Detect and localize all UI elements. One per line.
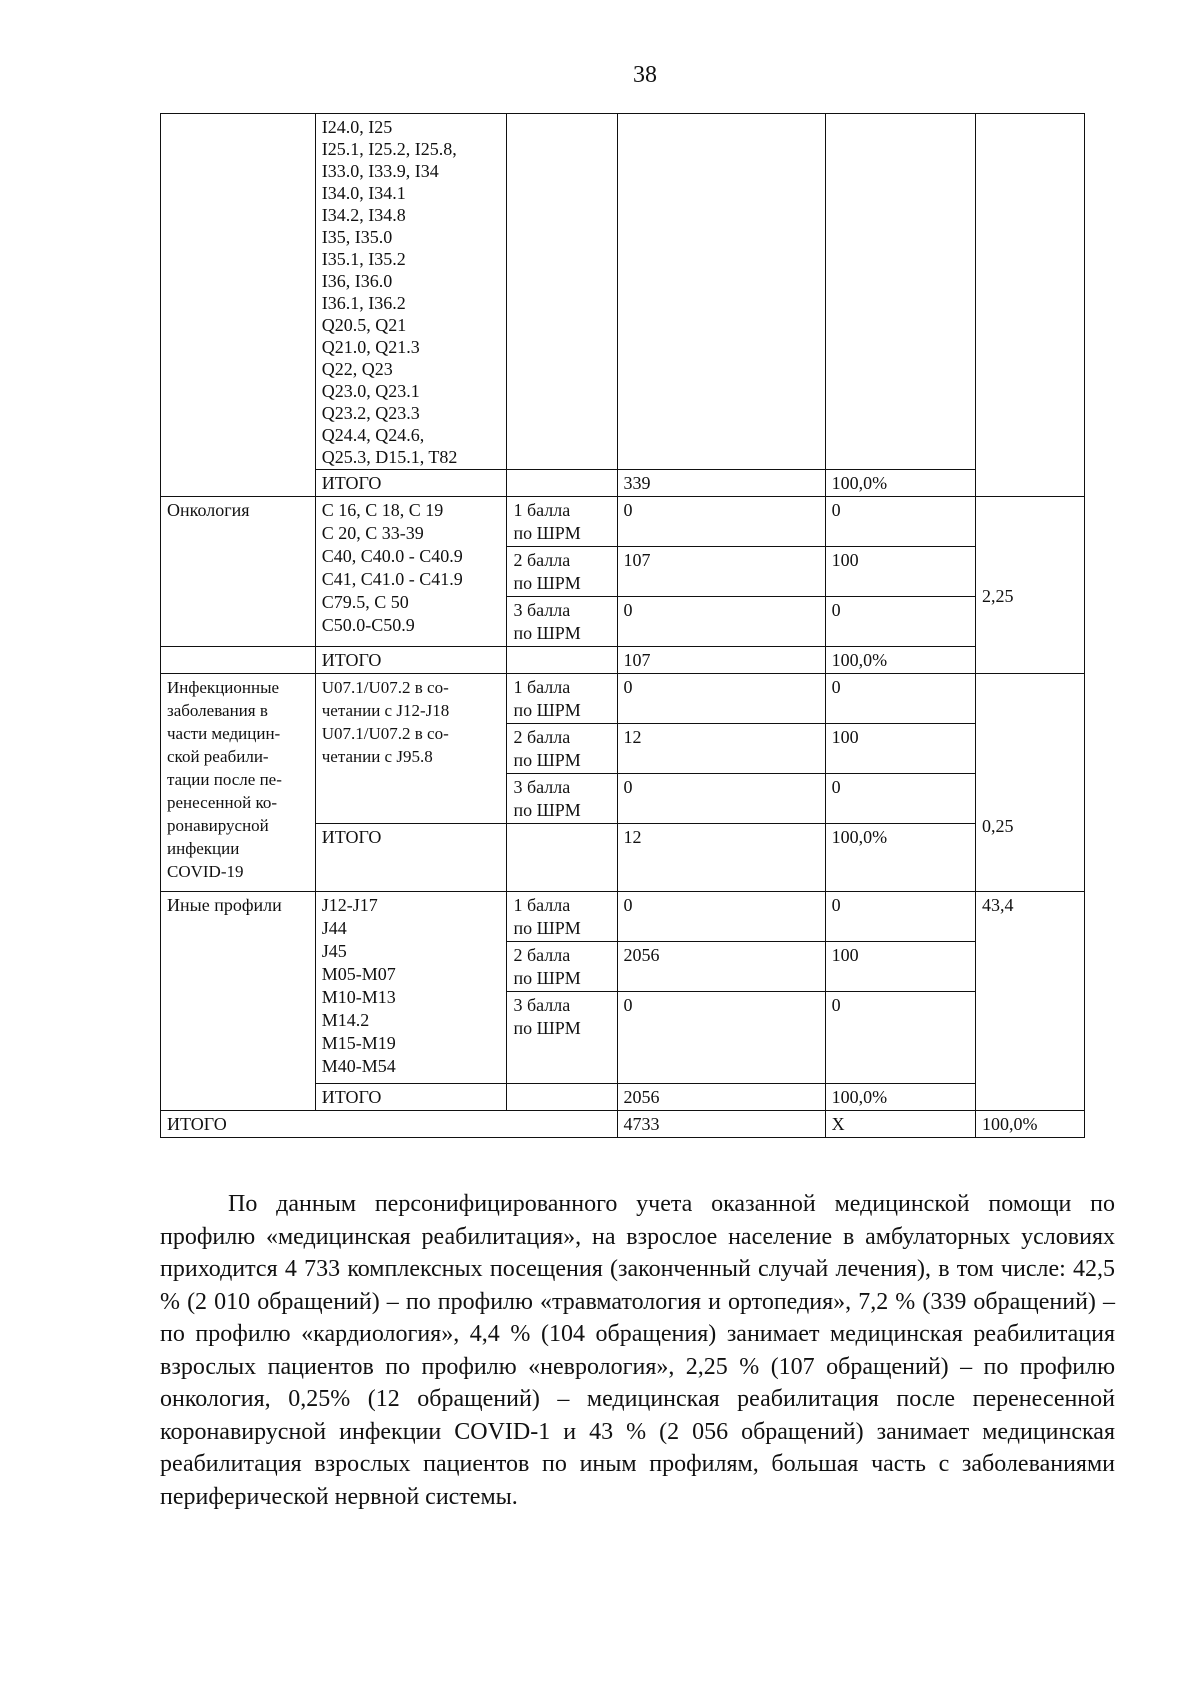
score-cell: 3 балла по ШРМ [507, 992, 617, 1084]
profile-cell [161, 647, 316, 674]
other-codes: J12-J17 J44 J45 M05-M07 M10-M13 M14.2 M15-M19 M40-M54 [315, 892, 507, 1084]
profile-name: Инфекционные заболевания в части медицин- ской реабили- тации после пе- ренесенной ко- ронавирусной инфекции COVID-19 [161, 674, 316, 892]
share-cell: 43,4 [976, 892, 1085, 1111]
grand-total-count: 4733 [617, 1111, 825, 1138]
total-label: ИТОГО [315, 1084, 507, 1111]
total-pct: 100,0% [825, 1084, 975, 1111]
pct-cell: 0 [825, 774, 975, 824]
total-count: 339 [617, 470, 825, 497]
pct-cell: 0 [825, 597, 975, 647]
summary-paragraph [160, 1188, 1115, 1513]
pct-cell [825, 114, 975, 470]
total-label: ИТОГО [315, 470, 507, 497]
pct-cell: 100 [825, 547, 975, 597]
table-row [161, 1111, 1085, 1138]
table-row [161, 497, 1085, 547]
total-label: ИТОГО [315, 824, 507, 892]
score-cell: 3 балла по ШРМ [507, 597, 617, 647]
profile-name: Онкология [161, 497, 316, 647]
pct-cell: 100 [825, 942, 975, 992]
count-cell: 2056 [617, 942, 825, 992]
grand-total-label: ИТОГО [161, 1111, 618, 1138]
total-pct: 100,0% [825, 647, 975, 674]
total-count: 12 [617, 824, 825, 892]
count-cell: 107 [617, 547, 825, 597]
table-row [161, 892, 1085, 942]
count-cell: 0 [617, 597, 825, 647]
score-cell [507, 647, 617, 674]
score-cell [507, 470, 617, 497]
score-cell [507, 1084, 617, 1111]
summary-text: По данным персонифицированного учета оказанной медицинской помощи по профилю «медицинская реабилитация», на взрослое население в амбулаторных условиях приходится 4 733 комплексных посещения (законченный случай лечения), в том числе: 42,5 % (2 010 обращений) – по профилю «травматология и ортопедия», 7,2 % (339 обращений) – по профилю «кардиология», 4,4 % (104 обращения) занимает медицинская реабилитация взрослых пациентов по профилю «неврология», 2,25 % (107 обращений) – по профилю онкология, 0,25% (12 обращений) – медицинская реабилитация после перенесенной коронавирусной инфекции COVID-1 и 43 % (2 056 обращений) занимает медицинская реабилитация взрослых пациентов по иным профилям, большая часть с заболеваниями периферической нервной системы. [160, 1191, 1115, 1510]
profile-cell [161, 114, 316, 497]
pct-cell: 100 [825, 724, 975, 774]
share-cell: 2,25 [976, 497, 1085, 674]
table-row [161, 114, 1085, 470]
page-number: 38 [633, 62, 657, 88]
table-row [161, 674, 1085, 724]
count-cell: 0 [617, 497, 825, 547]
score-cell [507, 114, 617, 470]
pct-cell: 0 [825, 674, 975, 724]
infectious-codes: U07.1/U07.2 в со- четании с J12-J18 U07.1/U07.2 в со- четании с J95.8 [315, 674, 507, 824]
total-label: ИТОГО [315, 647, 507, 674]
score-cell [507, 824, 617, 892]
grand-total-share: 100,0% [976, 1111, 1085, 1138]
score-cell: 2 балла по ШРМ [507, 724, 617, 774]
pct-cell: 0 [825, 892, 975, 942]
share-cell: 0,25 [976, 674, 1085, 892]
total-count: 2056 [617, 1084, 825, 1111]
cardiology-codes: I24.0, I25 I25.1, I25.2, I25.8, I33.0, I33.9, I34 I34.0, I34.1 I34.2, I34.8 I35, I35.0 I35.1, I35.2 I36, I36.0 I36.1, I36.2 Q20.5, Q21 Q21.0, Q21.3 Q22, Q23 Q23.0, Q23.1 Q23.2, Q23.3 Q24.4, Q24.6, Q25.3, D15.1, T82 [315, 114, 507, 470]
count-cell: 0 [617, 992, 825, 1084]
total-pct: 100,0% [825, 470, 975, 497]
score-cell: 1 балла по ШРМ [507, 497, 617, 547]
score-cell: 2 балла по ШРМ [507, 942, 617, 992]
score-cell: 3 балла по ШРМ [507, 774, 617, 824]
table-row [161, 647, 1085, 674]
score-cell: 1 балла по ШРМ [507, 892, 617, 942]
oncology-codes: С 16, С 18, С 19 С 20, С 33-39 С40, С40.0 - С40.9 С41, С41.0 - С41.9 С79.5, С 50 С50.0-С50.9 [315, 497, 507, 647]
profile-name: Иные профили [161, 892, 316, 1111]
share-cell [976, 114, 1085, 497]
score-cell: 1 балла по ШРМ [507, 674, 617, 724]
total-count: 107 [617, 647, 825, 674]
grand-total-pct: Х [825, 1111, 975, 1138]
count-cell: 12 [617, 724, 825, 774]
rehabilitation-table [160, 113, 1085, 1138]
count-cell: 0 [617, 892, 825, 942]
score-cell: 2 балла по ШРМ [507, 547, 617, 597]
total-pct: 100,0% [825, 824, 975, 892]
pct-cell: 0 [825, 497, 975, 547]
count-cell [617, 114, 825, 470]
pct-cell: 0 [825, 992, 975, 1084]
count-cell: 0 [617, 774, 825, 824]
count-cell: 0 [617, 674, 825, 724]
